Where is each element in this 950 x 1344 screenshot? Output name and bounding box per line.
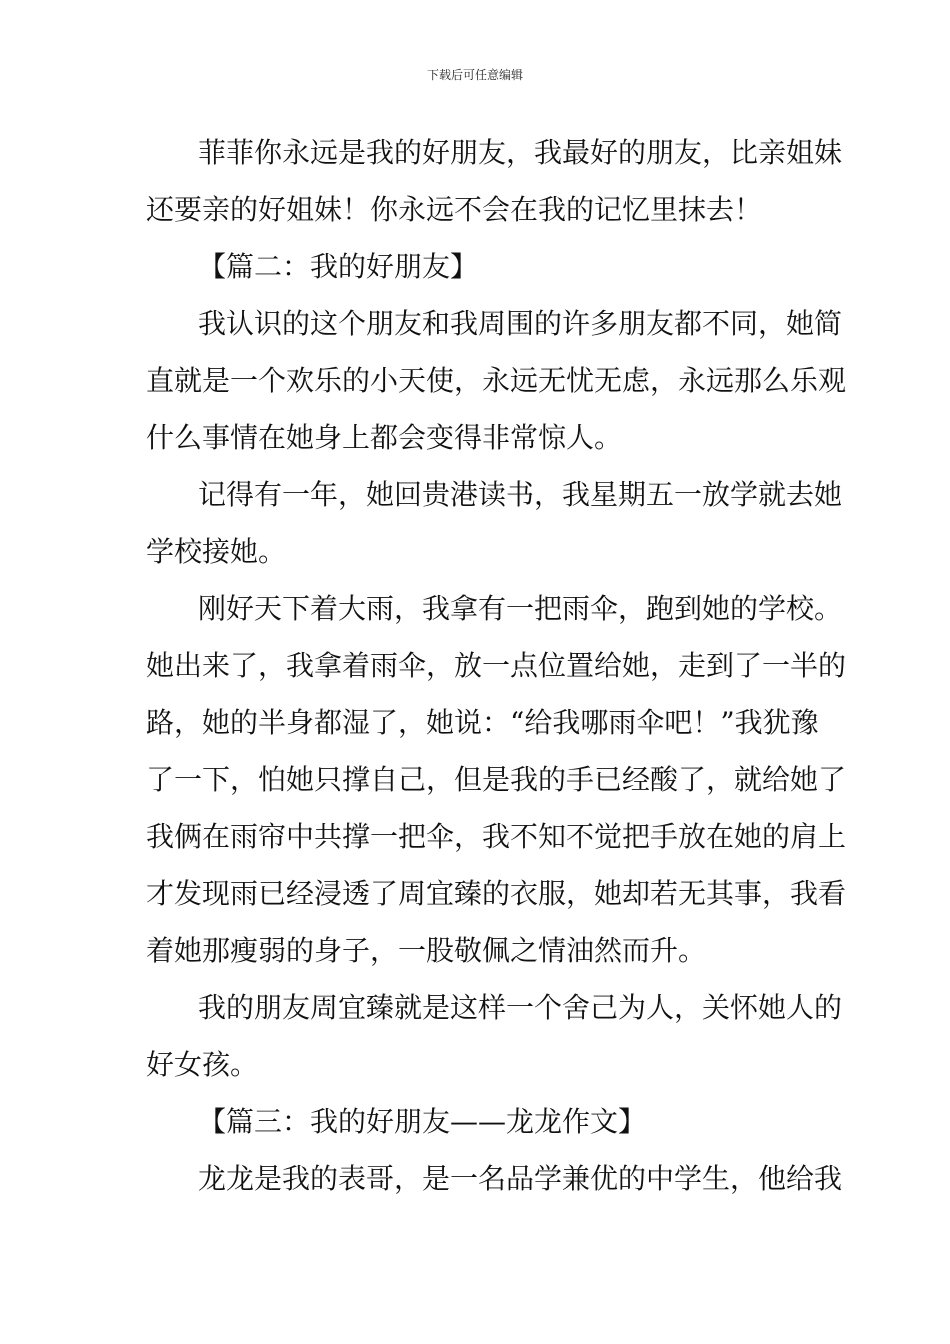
section-heading: 【篇二：我的好朋友】	[198, 250, 479, 283]
paragraph-line: 龙龙是我的表哥，是一名品学兼优的中学生，他给我	[198, 1162, 843, 1195]
paragraph-line: 了一下，怕她只撑自己，但是我的手已经酸了，就给她了	[146, 763, 847, 796]
paragraph-line: 她出来了，我拿着雨伞，放一点位置给她，走到了一半的	[146, 649, 847, 682]
paragraph-line: 直就是一个欢乐的小天使，永远无忧无虑，永远那么乐观	[146, 364, 847, 397]
paragraph-line: 还要亲的好姐妹！你永远不会在我的记忆里抹去！	[146, 193, 763, 226]
paragraph-line: 记得有一年，她回贵港读书，我星期五一放学就去她	[198, 478, 843, 511]
paragraph-line: 好女孩。	[146, 1048, 259, 1081]
paragraph-line: 我的朋友周宜臻就是这样一个舍己为人，关怀她人的	[198, 991, 843, 1024]
paragraph-line: 才发现雨已经浸透了周宜臻的衣服，她却若无其事，我看	[146, 877, 847, 910]
paragraph-line: 刚好天下着大雨，我拿有一把雨伞，跑到她的学校。	[198, 592, 843, 625]
paragraph-line: 学校接她。	[146, 535, 287, 568]
paragraph-line: 我俩在雨帘中共撑一把伞，我不知不觉把手放在她的肩上	[146, 820, 847, 853]
document-body	[146, 124, 847, 1207]
page-header: 下载后可任意编辑	[426, 68, 523, 82]
section-heading: 【篇三：我的好朋友——龙龙作文】	[198, 1105, 647, 1138]
paragraph-line: 我认识的这个朋友和我周围的许多朋友都不同，她简	[198, 307, 843, 340]
paragraph-line: 菲菲你永远是我的好朋友，我最好的朋友，比亲姐妹	[198, 136, 843, 169]
paragraph-line: 路，她的半身都湿了，她说：“给我哪雨伞吧！”我犹豫	[146, 706, 819, 739]
paragraph-line: 什么事情在她身上都会变得非常惊人。	[146, 421, 623, 454]
paragraph-line: 着她那瘦弱的身子，一股敬佩之情油然而升。	[146, 934, 707, 967]
